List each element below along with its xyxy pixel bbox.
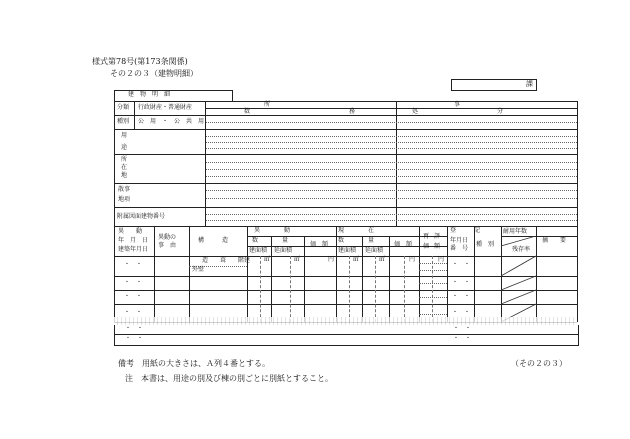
location-header: 所 — [264, 101, 271, 108]
section-label: 課 — [526, 80, 533, 88]
col-register-date-1: 年月日 — [450, 237, 469, 244]
location-sub-2: 務 — [349, 108, 356, 115]
use-label-2: 途 — [121, 144, 128, 151]
col-reassess-1: 再 — [423, 233, 430, 240]
row-1-unit-6: 円 — [409, 256, 416, 263]
row-1-unit-1: ㎡ — [264, 256, 271, 263]
row-1-unit-3: 円 — [328, 256, 335, 263]
col-reassess-2: 評 — [434, 233, 441, 240]
remarks-label-2: 地項 — [118, 196, 131, 203]
sub-total-2: 延面積 — [365, 247, 384, 254]
col-change-qty: 異 動 — [254, 227, 291, 234]
table-title: 建 物 明 細 — [128, 91, 171, 98]
row-2-date: ・ ・ — [124, 279, 143, 286]
row-1-reg-date: ・ ・ — [452, 261, 471, 268]
col-residual: 残存率 — [512, 246, 531, 253]
footer-note-1: 備考 用紙の大きさは、Ａ列４番とする。 — [118, 359, 270, 368]
row-6-reg-date: ・ ・ — [453, 335, 472, 342]
row-1-unit-4: ㎡ — [353, 256, 360, 263]
col-current-qty: 数 量 — [338, 237, 375, 244]
location-right: 事 — [454, 101, 461, 108]
footer-note-2: 注 本書は、用途の別及び棟の別ごとに別紙とすること。 — [125, 374, 333, 383]
col-register: 登 記 — [450, 227, 481, 234]
col-reassess-4: 額 — [434, 243, 441, 250]
col-current: 現 在 — [338, 227, 375, 234]
col-register-type: 種 別 — [476, 241, 495, 248]
row-3-date: ・ ・ — [124, 293, 143, 300]
row-1-structure: 造 葺 階建 — [202, 257, 251, 264]
col-summary: 摘 要 — [542, 237, 567, 244]
row-3-reg-date: ・ ・ — [452, 293, 471, 300]
place-label-1: 所 — [121, 156, 128, 163]
row-5-date: ・ ・ — [125, 325, 144, 332]
sub-floor-2: 建面積 — [338, 247, 357, 254]
category-label: 分類 — [117, 104, 130, 111]
location-sub-1: 数 — [244, 108, 251, 115]
col-change-date-1: 異 動 — [118, 228, 143, 235]
remarks-label-1: 散事 — [118, 186, 131, 193]
row-6-date: ・ ・ — [125, 335, 144, 342]
form-number: 様式第78号(第173条関係) — [92, 57, 188, 66]
property-detail-table — [114, 90, 577, 322]
page-break-marker — [114, 317, 577, 325]
col-change-reason-1: 異動の — [158, 234, 177, 241]
col-change-date-2: 年 月 日 — [118, 237, 149, 244]
col-change-date-3: 建築年月日 — [118, 246, 149, 253]
form-subtitle: その２の３（建物明細） — [110, 69, 198, 78]
type-label: 種別 — [117, 118, 130, 125]
row-2-reg-date: ・ ・ — [452, 279, 471, 286]
row-4-date: ・ ・ — [124, 309, 143, 316]
row-1-unit-7: 円 — [438, 256, 445, 263]
col-current-price: 価 額 — [394, 241, 413, 248]
location-sub-4: 分 — [497, 108, 504, 115]
row-5-reg-date: ・ ・ — [453, 325, 472, 332]
col-price: 価 額 — [310, 241, 329, 248]
continuation-rows — [114, 325, 579, 346]
col-change-reason-2: 事 由 — [158, 242, 177, 249]
col-structure: 構 造 — [198, 237, 229, 244]
type-value: 公 用 ・ 公 共 用 — [138, 118, 205, 125]
row-1-exterior: 外壁 — [192, 266, 205, 273]
row-1-date: ・ ・ — [124, 261, 143, 268]
row-4-reg-date: ・ ・ — [452, 309, 471, 316]
attached-label: 附属図面建物番号 — [117, 213, 166, 220]
col-register-date-2: 番 号 — [450, 245, 469, 252]
location-sub-3: 処 — [412, 108, 419, 115]
row-1-unit-2: ㎡ — [294, 256, 301, 263]
use-label-1: 用 — [121, 132, 128, 139]
place-label-2: 在 — [121, 164, 128, 171]
col-life: 耐用年数 — [503, 228, 528, 235]
footer-page-label: （その２の３） — [511, 359, 567, 368]
col-qty: 数 量 — [252, 237, 289, 244]
category-value: 行政財産・普通財産 — [138, 104, 193, 111]
sub-floor-1: 建面積 — [249, 247, 268, 254]
col-reassess-3: 価 — [423, 243, 430, 250]
place-label-3: 地 — [121, 172, 128, 179]
sub-total-1: 延面積 — [274, 247, 293, 254]
row-1-unit-5: ㎡ — [379, 256, 386, 263]
